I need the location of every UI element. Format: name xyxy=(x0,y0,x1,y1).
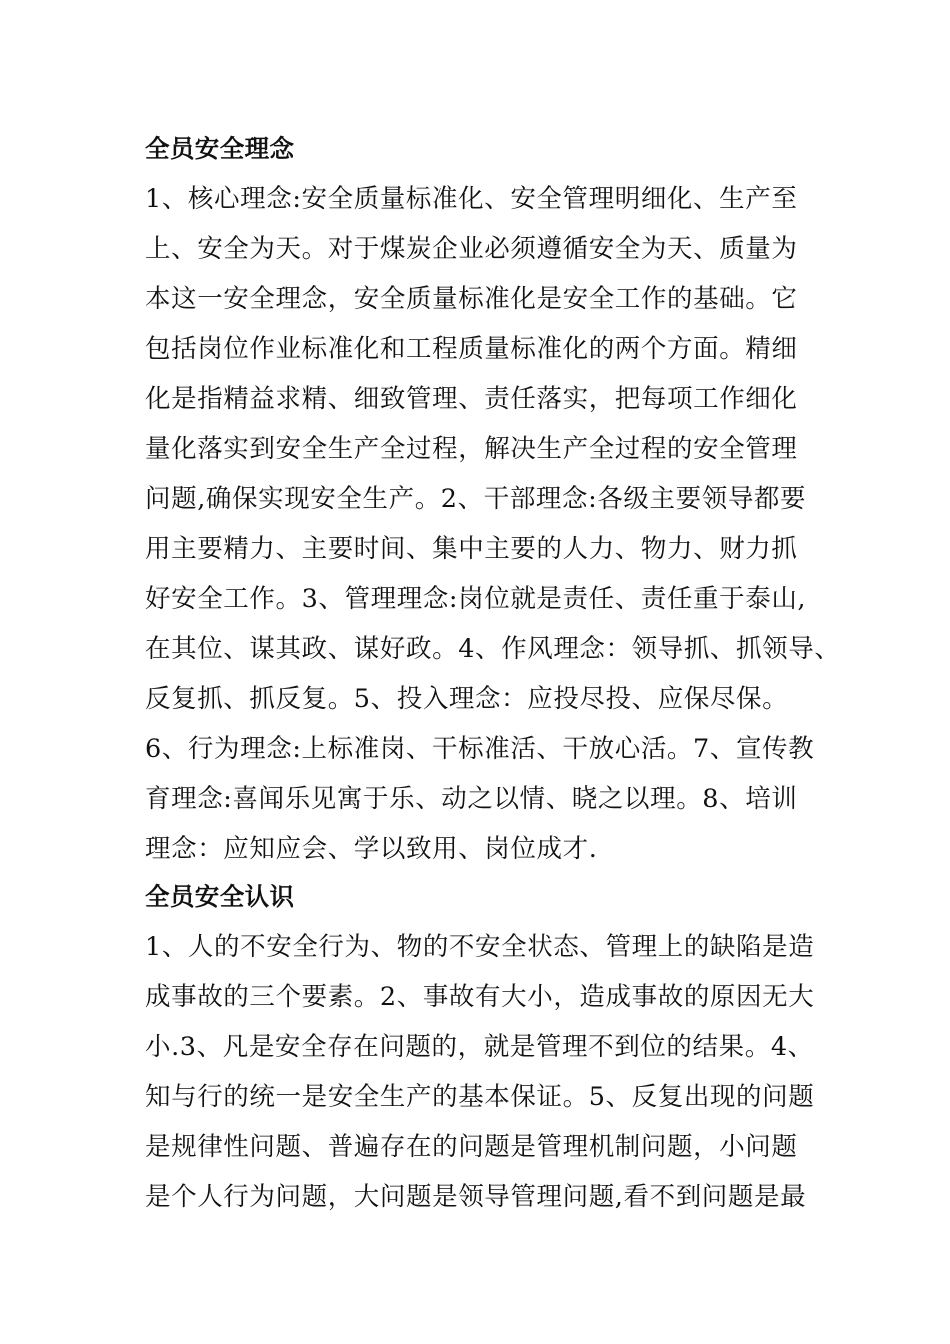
paragraph-line: 1、人的不安全行为、物的不安全状态、管理上的缺陷是造 xyxy=(145,932,815,962)
paragraph-line: 好安全工作。3、管理理念:岗位就是责任、责任重于泰山, xyxy=(145,584,807,614)
paragraph-line: 本这一安全理念，安全质量标准化是安全工作的基础。它 xyxy=(145,284,798,314)
paragraph-line: 1、核心理念:安全质量标准化、安全管理明细化、生产至 xyxy=(145,184,798,214)
paragraph-line: 理念：应知应会、学以致用、岗位成才. xyxy=(145,834,598,864)
paragraph-line: 包括岗位作业标准化和工程质量标准化的两个方面。精细 xyxy=(145,334,798,364)
paragraph-line: 反复抓、抓反复。5、投入理念：应投尽投、应保尽保。 xyxy=(145,684,789,714)
paragraph-line: 化是指精益求精、细致管理、责任落实，把每项工作细化 xyxy=(145,384,798,414)
section-heading-safety-awareness: 全员安全认识 xyxy=(145,882,295,911)
section-heading-safety-concepts: 全员安全理念 xyxy=(145,134,295,163)
paragraph-line: 上、安全为天。对于煤炭企业必须遵循安全为天、质量为 xyxy=(145,234,798,264)
paragraph-line: 知与行的统一是安全生产的基本保证。5、反复出现的问题 xyxy=(145,1082,815,1112)
paragraph-line: 育理念:喜闻乐见寓于乐、动之以情、晓之以理。8、培训 xyxy=(145,784,798,814)
paragraph-line: 成事故的三个要素。2、事故有大小，造成事故的原因无大 xyxy=(145,982,815,1012)
paragraph-line: 在其位、谋其政、谋好政。4、作风理念：领导抓、抓领导、 xyxy=(145,634,841,664)
paragraph-line: 小.3、凡是安全存在问题的，就是管理不到位的结果。4、 xyxy=(145,1032,814,1062)
paragraph-line: 问题,确保实现安全生产。2、干部理念:各级主要领导都要 xyxy=(145,484,807,514)
paragraph-line: 6、行为理念:上标准岗、干标准活、干放心活。7、宣传教 xyxy=(145,734,815,764)
paragraph-line: 是个人行为问题，大问题是领导管理问题,看不到问题是最 xyxy=(145,1182,807,1212)
paragraph-line: 用主要精力、主要时间、集中主要的人力、物力、财力抓 xyxy=(145,534,798,564)
paragraph-line: 量化落实到安全生产全过程，解决生产全过程的安全管理 xyxy=(145,434,798,464)
paragraph-line: 是规律性问题、普遍存在的问题是管理机制问题，小问题 xyxy=(145,1132,798,1162)
